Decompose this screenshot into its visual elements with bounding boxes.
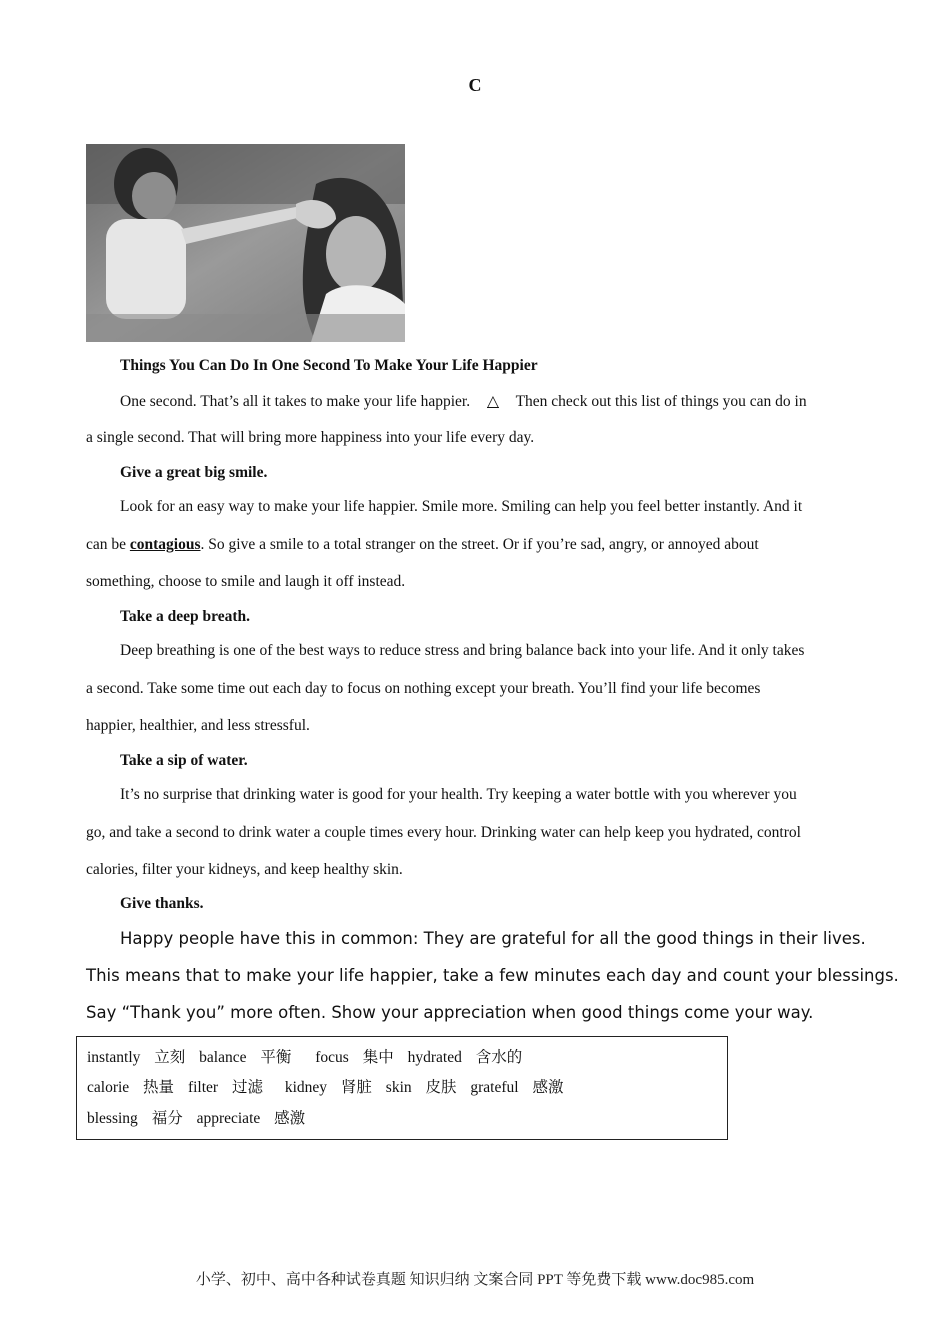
vocab-row-3 [87, 1106, 315, 1128]
breath-line-2: a second. Take some time out each day to focus on nothing except your breath. You’ll find your life becomes [86, 680, 761, 697]
vocab-word: hydrated [407, 1049, 462, 1066]
footer-text: 小学、初中、高中各种试卷真题 知识归纳 文案合同 PPT 等免费下载 www.doc985.com [195, 1272, 755, 1288]
answer-blank: △ [487, 393, 499, 410]
vocab-row-2 [87, 1075, 573, 1097]
breath-line-1: Deep breathing is one of the best ways to reduce stress and bring balance back into your life. And it only takes [120, 642, 805, 659]
vocab-word: grateful [470, 1079, 519, 1096]
underlined-word: contagious [129, 536, 201, 553]
breath-heading: Take a deep breath. [120, 608, 251, 625]
vocab-meaning: 感激 [274, 1110, 306, 1127]
smile-line-3: something, choose to smile and laugh it off instead. [86, 573, 406, 590]
intro-text-a: One second. That’s all it takes to make your life happier. [120, 393, 471, 410]
vocabulary-box [76, 1036, 728, 1140]
thanks-line-3: Say “Thank you” more often. Show your appreciation when good things come your way. [86, 1003, 814, 1022]
smile-line-2 [86, 536, 759, 554]
water-line-1: It’s no surprise that drinking water is good for your health. Try keeping a water bottle with you wherever you [120, 786, 797, 803]
section-letter: C [468, 75, 482, 95]
vocab-meaning: 含水的 [475, 1049, 523, 1066]
vocab-word: instantly [87, 1049, 141, 1066]
vocab-word: calorie [87, 1079, 130, 1096]
vocab-row-1 [87, 1045, 532, 1067]
vocab-word: filter [187, 1079, 219, 1096]
vocab-meaning: 集中 [362, 1049, 394, 1066]
article-title: Things You Can Do In One Second To Make Your Life Happier [120, 357, 538, 374]
smile-text-b: . So give a smile to a total stranger on the street. Or if you’re sad, angry, or annoyed about [200, 536, 759, 553]
vocab-meaning: 皮肤 [425, 1079, 457, 1096]
vocab-meaning: 感激 [532, 1079, 564, 1096]
smile-heading: Give a great big smile. [120, 464, 268, 481]
smile-line-1: Look for an easy way to make your life happier. Smile more. Smiling can help you feel better instantly. And it [120, 498, 803, 515]
thanks-heading: Give thanks. [120, 895, 204, 912]
vocab-word: balance [199, 1049, 247, 1066]
vocab-meaning: 过滤 [231, 1079, 263, 1096]
intro-line-1 [120, 392, 807, 411]
water-line-2: go, and take a second to drink water a couple times every hour. Drinking water can help keep you hydrated, control [86, 824, 801, 841]
smile-text-a: can be [86, 536, 127, 553]
vocab-meaning: 热量 [143, 1079, 175, 1096]
water-heading: Take a sip of water. [120, 752, 248, 769]
article-photo [86, 144, 405, 342]
breath-line-3: happier, healthier, and less stressful. [86, 717, 310, 734]
vocab-meaning: 肾脏 [340, 1079, 372, 1096]
thanks-line-1: Happy people have this in common: They are grateful for all the good things in their lives. [120, 929, 866, 948]
vocab-word: focus [315, 1049, 349, 1066]
vocab-word: appreciate [196, 1110, 261, 1127]
intro-line-2: a single second. That will bring more happiness into your life every day. [86, 429, 535, 446]
vocab-word: kidney [284, 1079, 328, 1096]
vocab-word: blessing [87, 1110, 138, 1127]
vocab-meaning: 平衡 [260, 1049, 292, 1066]
intro-text-b: Then check out this list of things you can do in [515, 393, 807, 410]
thanks-line-2: This means that to make your life happier, take a few minutes each day and count your blessings. [86, 966, 899, 985]
vocab-meaning: 立刻 [154, 1049, 186, 1066]
water-line-3: calories, filter your kidneys, and keep healthy skin. [86, 861, 403, 878]
vocab-meaning: 福分 [151, 1110, 183, 1127]
vocab-word: skin [385, 1079, 412, 1096]
